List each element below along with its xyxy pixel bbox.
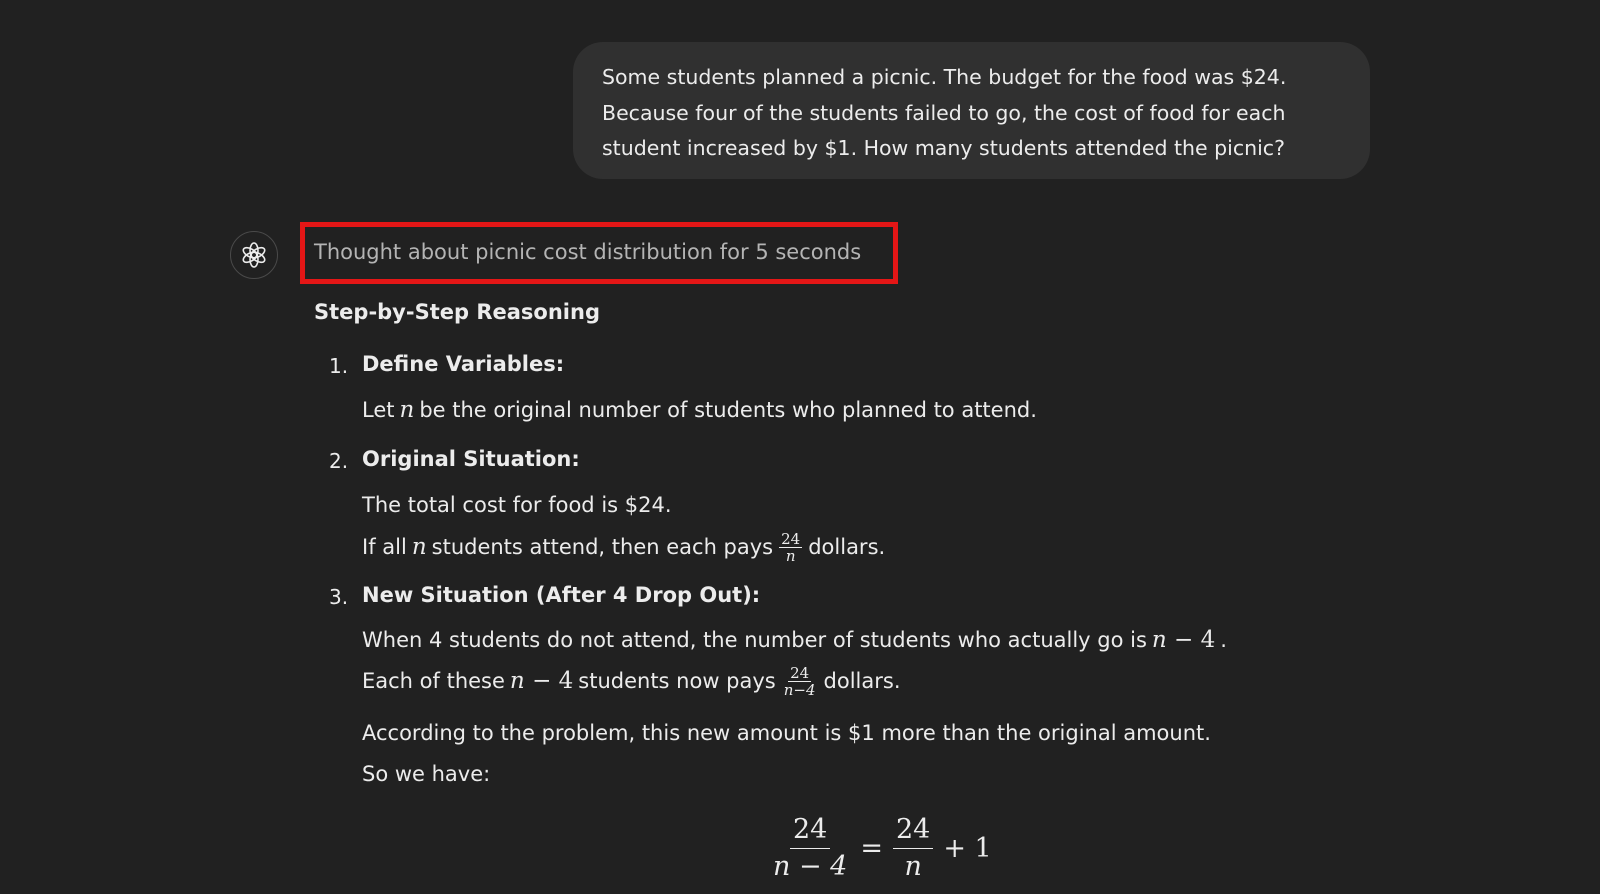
- response-heading: Step-by-Step Reasoning: [314, 300, 600, 324]
- display-equation: [770, 812, 1002, 885]
- text: students attend, then each pays: [431, 535, 774, 559]
- math-expression: [510, 668, 573, 694]
- text: Let: [362, 398, 395, 422]
- step-paragraph: [362, 758, 490, 790]
- step-number: 3.: [329, 585, 349, 609]
- equals-sign: =: [860, 833, 883, 864]
- text: students now pays: [578, 669, 776, 693]
- openai-logo-icon: [230, 231, 278, 279]
- user-message-bubble: [573, 42, 1370, 179]
- step-paragraph: [362, 527, 885, 567]
- math-variable: n: [509, 668, 525, 694]
- math-expression: [1152, 627, 1215, 653]
- step-number: 1.: [329, 354, 349, 378]
- text: be the original number of students who planned to attend.: [419, 398, 1037, 422]
- step-paragraph: [362, 489, 672, 521]
- step-title: New Situation (After 4 Drop Out):: [362, 583, 761, 607]
- user-message-line: student increased by $1. How many students attended the picnic?: [602, 136, 1285, 160]
- fraction-denominator: n − 4: [773, 851, 848, 882]
- math-operation: − 4: [532, 668, 574, 694]
- user-message-line: Because four of the students failed to go, the cost of food for each: [602, 100, 1286, 125]
- fraction-numerator: 24: [790, 663, 810, 682]
- text: dollars.: [823, 669, 901, 693]
- step-paragraph: [362, 624, 1227, 656]
- step-title: Define Variables:: [362, 352, 565, 376]
- step-number: 2.: [329, 449, 349, 473]
- text: According to the problem, this new amount is $1 more than the original amount.: [362, 721, 1211, 745]
- fraction: [770, 812, 850, 885]
- step-paragraph: [362, 394, 1037, 426]
- text: dollars.: [808, 535, 886, 559]
- fraction: [779, 531, 802, 564]
- text: .: [1220, 628, 1227, 652]
- math-variable: n: [1151, 627, 1167, 653]
- user-message-line: Some students planned a picnic. The budget for the food was $24.: [602, 65, 1287, 89]
- step-paragraph: [362, 661, 901, 701]
- thought-toggle[interactable]: Thought about picnic cost distribution for 5 seconds: [314, 240, 862, 264]
- math-operation: − 4: [1174, 627, 1216, 653]
- fraction: [893, 812, 933, 885]
- fraction-denominator: n: [785, 546, 796, 565]
- plus-term: + 1: [943, 833, 992, 864]
- fraction-denominator: n: [904, 851, 922, 882]
- fraction-denominator: n−4: [783, 680, 816, 699]
- text: When 4 students do not attend, the number of students who actually go is: [362, 628, 1147, 652]
- fraction-numerator: 24: [790, 812, 830, 849]
- text: If all: [362, 535, 407, 559]
- text: So we have:: [362, 762, 491, 786]
- math-variable: n: [411, 534, 427, 560]
- fraction-numerator: 24: [781, 529, 801, 548]
- math-variable: n: [399, 397, 415, 423]
- fraction: [782, 665, 818, 698]
- step-title: Original Situation:: [362, 447, 580, 471]
- fraction-numerator: 24: [893, 812, 933, 849]
- text: Each of these: [362, 669, 505, 693]
- step-paragraph: [362, 717, 1211, 749]
- text: The total cost for food is $24.: [362, 493, 672, 517]
